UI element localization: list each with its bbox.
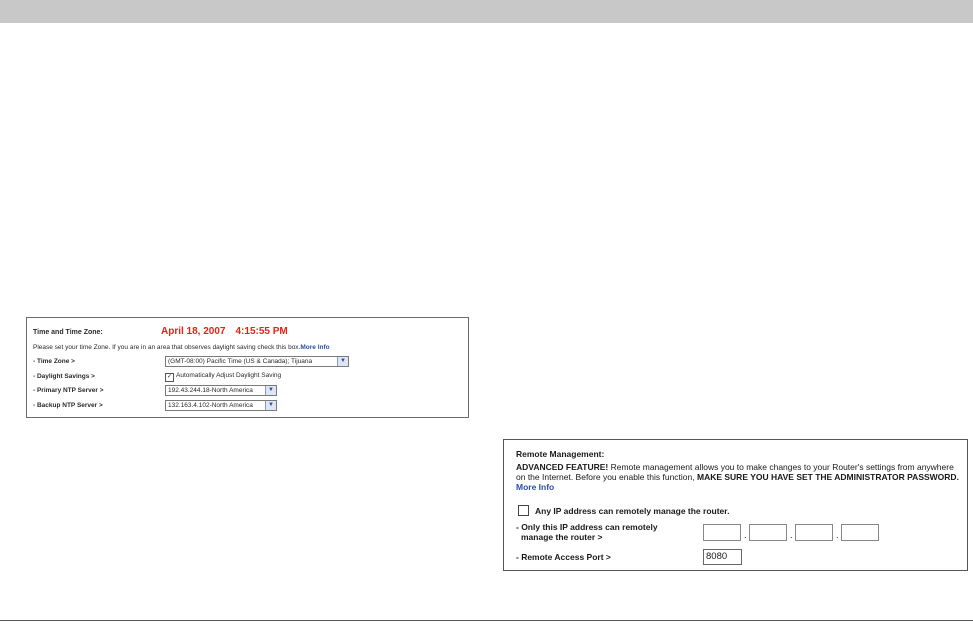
ip-octet-1-input[interactable] <box>703 524 741 541</box>
backup-ntp-label: - Backup NTP Server > <box>33 402 103 409</box>
time-zone-title: Time and Time Zone: <box>33 329 103 336</box>
chevron-down-icon[interactable]: ▼ <box>337 357 348 366</box>
only-ip-label <box>516 522 658 542</box>
any-ip-label: Any IP address can remotely manage the router. <box>535 506 730 516</box>
any-ip-option <box>518 505 729 516</box>
remote-access-port-input[interactable]: 8080 <box>703 549 742 565</box>
backup-ntp-select[interactable] <box>165 400 277 411</box>
ip-octet-4-input[interactable] <box>841 524 879 541</box>
ip-octet-3-input[interactable] <box>795 524 833 541</box>
instructions-text: Please set your time Zone. If you are in an area that observes daylight saving check this box. <box>33 344 301 351</box>
password-warning: MAKE SURE YOU HAVE SET THE ADMINISTRATOR PASSWORD. <box>696 472 959 482</box>
backup-ntp-row <box>33 400 463 412</box>
current-datetime <box>161 326 288 337</box>
remote-management-description <box>516 462 961 492</box>
primary-ntp-label: - Primary NTP Server > <box>33 387 104 394</box>
more-info-link[interactable]: More Info <box>516 482 555 492</box>
time-zone-value: (GMT-08:00) Pacific Time (US & Canada); Tijuana <box>168 358 313 365</box>
remote-management-title: Remote Management: <box>516 449 605 459</box>
page-header-bar <box>0 0 973 23</box>
remote-access-port-label: - Remote Access Port > <box>516 552 611 562</box>
more-info-link[interactable]: More Info <box>300 344 330 351</box>
description-text: Remote management allows you to make changes to your Router's settings from anywhere on the Internet. Before you enable this function, <box>516 462 954 482</box>
time-zone-label: - Time Zone > <box>33 358 75 365</box>
time-zone-panel <box>26 317 469 418</box>
daylight-savings-label: - Daylight Savings > <box>33 373 95 380</box>
ip-separator: . <box>836 530 839 540</box>
daylight-savings-option <box>165 372 281 382</box>
backup-ntp-value: 132.163.4.102-North America <box>168 402 253 409</box>
daylight-savings-checkbox[interactable]: ✓ <box>166 374 173 380</box>
only-ip-label-line1: - Only this IP address can remotely <box>516 522 658 532</box>
primary-ntp-select[interactable] <box>165 385 277 396</box>
current-date: April 18, 2007 <box>161 326 226 337</box>
ip-separator: . <box>790 530 793 540</box>
remote-management-panel <box>503 439 968 571</box>
daylight-savings-checkbox-label: Automatically Adjust Daylight Saving <box>176 372 282 379</box>
footer-divider <box>0 620 973 621</box>
time-zone-row <box>33 356 463 368</box>
chevron-down-icon[interactable]: ▼ <box>265 401 276 410</box>
chevron-down-icon[interactable]: ▼ <box>265 386 276 395</box>
any-ip-checkbox[interactable] <box>518 505 529 516</box>
primary-ntp-value: 192.43.244.18-North America <box>168 387 253 394</box>
only-ip-label-line2: manage the router > <box>521 532 603 542</box>
time-zone-select[interactable] <box>165 356 349 367</box>
advanced-feature-label: ADVANCED FEATURE! <box>516 462 609 472</box>
ip-separator: . <box>744 530 747 540</box>
time-zone-instructions <box>33 344 330 351</box>
daylight-savings-row <box>33 371 463 383</box>
current-time: 4:15:55 PM <box>235 326 288 337</box>
primary-ntp-row <box>33 385 463 397</box>
ip-octet-2-input[interactable] <box>749 524 787 541</box>
